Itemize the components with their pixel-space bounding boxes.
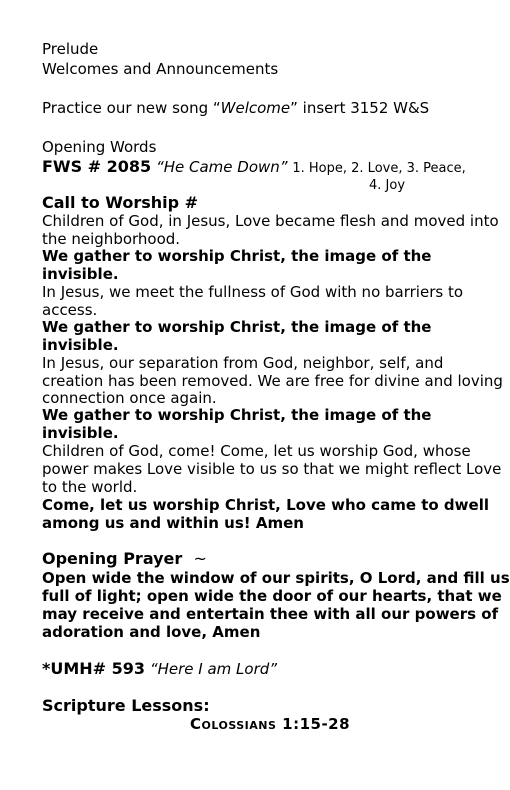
leader-line: to the world.	[42, 478, 138, 496]
hymn-line	[42, 660, 277, 678]
prayer-line: Open wide the window of our spirits, O Lord, and fill us	[42, 569, 510, 587]
opening-words: Opening Words	[42, 138, 157, 156]
prayer-line: may receive and entertain thee with all our powers of	[42, 605, 499, 623]
hymn-number: *UMH# 593	[42, 659, 146, 678]
fws-line	[42, 158, 466, 177]
leader-line: connection once again.	[42, 389, 217, 407]
tilde-symbol: ~	[193, 549, 207, 568]
opening-prayer-title: Opening Prayer	[42, 549, 183, 568]
leader-line: creation has been removed. We are free for divine and loving	[42, 372, 503, 390]
response-line: We gather to worship Christ, the image of the	[42, 247, 432, 265]
practice-song-line	[42, 100, 429, 117]
welcomes-announcements: Welcomes and Announcements	[42, 60, 279, 78]
response-line: Come, let us worship Christ, Love who came to dwell	[42, 496, 489, 514]
response-line: invisible.	[42, 265, 119, 283]
response-line: We gather to worship Christ, the image of the	[42, 318, 432, 336]
fws-number: FWS # 2085	[42, 157, 152, 176]
opening-prayer-heading	[42, 550, 207, 567]
hymn-title: “Here I am Lord”	[149, 660, 278, 678]
practice-song-title: Welcome	[220, 99, 291, 117]
leader-line: access.	[42, 301, 98, 319]
scripture-heading: Scripture Lessons:	[42, 696, 210, 715]
response-line: among us and within us! Amen	[42, 514, 304, 532]
practice-suffix: ” insert 3152 W&S	[290, 99, 430, 117]
practice-prefix: Practice our new song “	[42, 99, 221, 117]
leader-line: Children of God, in Jesus, Love became flesh and moved into	[42, 212, 499, 230]
call-to-worship-heading: Call to Worship #	[42, 193, 199, 212]
leader-line: the neighborhood.	[42, 230, 181, 248]
scripture-reading: Colossians 1:15-28	[190, 715, 351, 733]
fws-verses-cont: 4. Joy	[369, 178, 406, 193]
fws-verses: 1. Hope, 2. Love, 3. Peace,	[292, 161, 466, 176]
response-line: We gather to worship Christ, the image of the	[42, 406, 432, 424]
prayer-line: full of light; open wide the door of our hearts, that we	[42, 587, 502, 605]
response-line: invisible.	[42, 424, 119, 442]
prelude: Prelude	[42, 40, 99, 58]
prayer-line: adoration and love, Amen	[42, 623, 261, 641]
fws-title: “He Came Down”	[155, 158, 288, 176]
leader-line: In Jesus, our separation from God, neighbor, self, and	[42, 354, 444, 372]
response-line: invisible.	[42, 336, 119, 354]
leader-line: Children of God, come! Come, let us worship God, whose	[42, 442, 471, 460]
leader-line: In Jesus, we meet the fullness of God with no barriers to	[42, 283, 463, 301]
leader-line: power makes Love visible to us so that we might reflect Love	[42, 460, 502, 478]
